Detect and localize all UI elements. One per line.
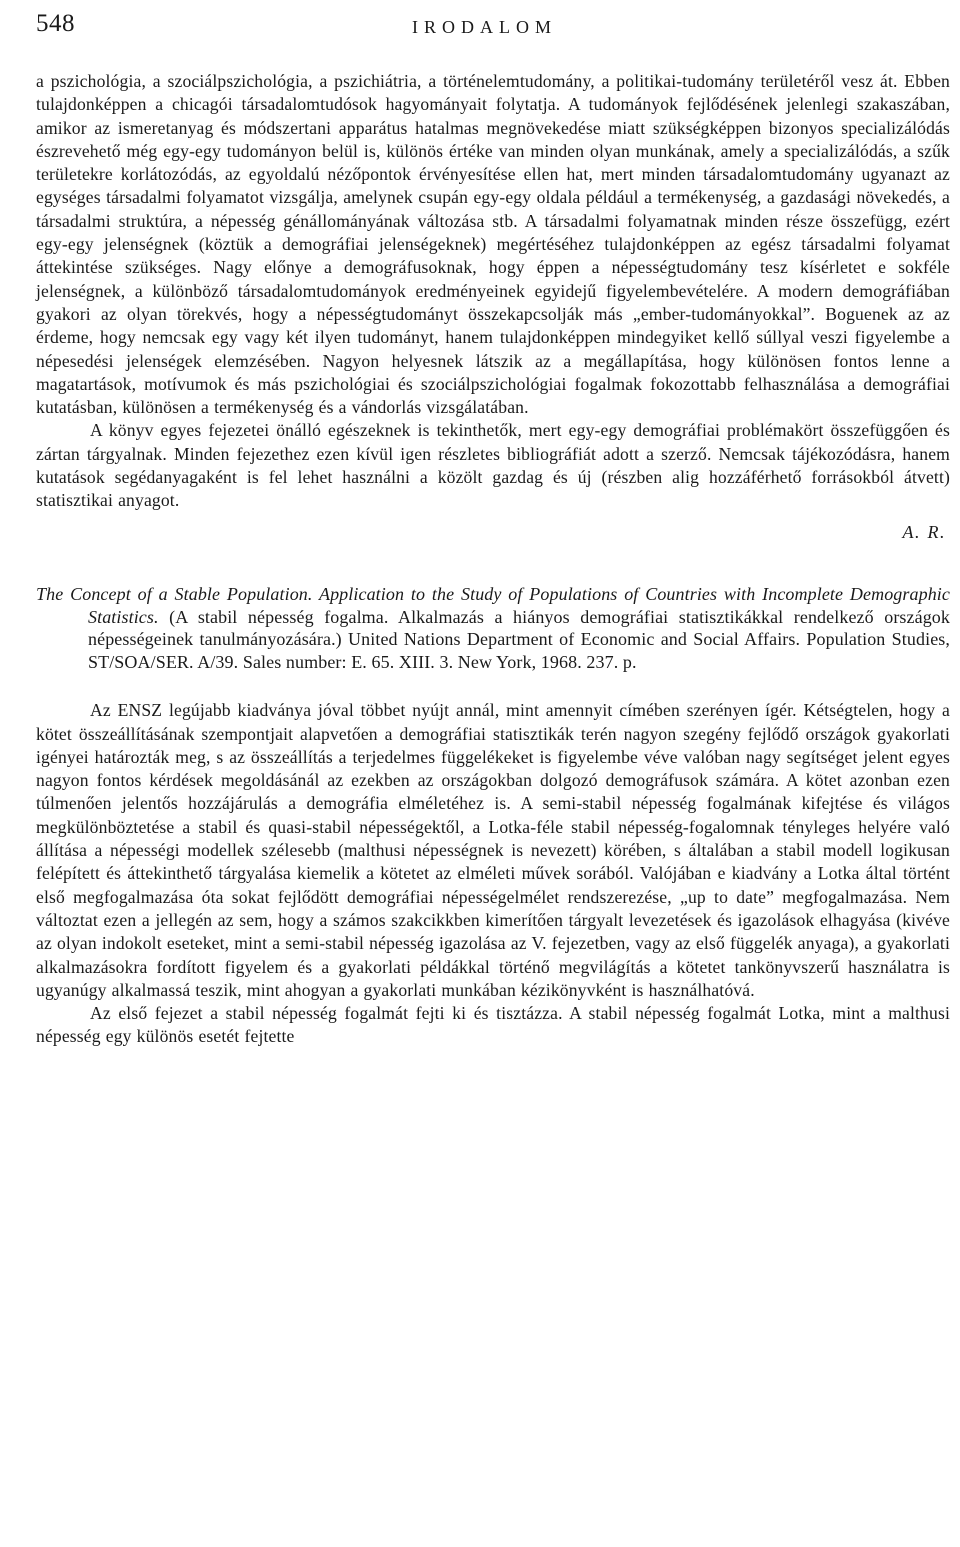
book-title: The Concept of a Stable Population. Application to the Study of Populations of Countries with Incomplete Demographic Statistics. <box>36 583 950 627</box>
book-citation <box>36 583 950 675</box>
paragraph: Az első fejezet a stabil népesség fogalmát fejti ki és tisztázza. A stabil népesség fogalmát Lotka, mint a malthusi népesség egy különös esetét fejtette <box>36 1003 950 1047</box>
page-number: 548 <box>36 10 75 37</box>
page-header <box>36 0 950 70</box>
paragraph: A könyv egyes fejezetei önálló egészeknek is tekinthetők, mert egy-egy demográfiai problémakört összefüggően és zártan tárgyalnak. Minden fejezethez ezen kívül igen részletes bibliográfiát adott a szerző. Nemcsak tájékozódásra, hanem kutatások segédanyagaként is fel lehet használni a közölt gazdag és új (részben alig hozzáférhető forrásokból átvett) statisztikai anyagot. <box>36 420 950 511</box>
reviewer-signature: A. R. <box>902 521 946 542</box>
paragraph: a pszichológia, a szociálpszichológia, a pszichiátria, a történelemtudomány, a politikai-tudomány területéről vesz át. Ebben tulajdonképpen a chicagói társadalomtudósok hagyományait folytatja. A tudományok fejlődésének jelenlegi szakaszában, amikor az ismeretanyag és módszertani apparátus hatalmas megnövekedése miatt szükségképpen bizonyos specializálódás észrevehető még egy-egy tudományon belül is, különös értéke van minden olyan munkának, amely a specializálódás, a szűk területekre korlátozódás, az egyoldalú nézőpontok érvényesítése ellen hat, mert minden társadalomtudomány ugyanazt az egységes társadalmi folyamatot vizsgálja, amelynek csupán egy-egy oldala például a termékenység, a gazdasági növekedés, a társadalmi struktúra, a népesség génállományának változása stb. A társadalmi folyamatnak minden része összefügg, ezért egy-egy jelenségnek (köztük a demográfiai jelenségeknek) megértéséhez tulajdonképpen az egész társadalmi folyamat áttekintése szükséges. Nagy előnye a demográfusoknak, hogy éppen a népességtudomány tesz kísérletet e sokféle jelenségnek, a különböző társadalomtudományok eredményeinek egyidejű figyelembevételére. A modern demográfiában gyakori az olyan törekvés, hogy a népességtudományt összekapcsolják más „ember-tudományokkal”. Boguenek az az érdeme, hogy nemcsak egy vagy két ilyen tudományt, hanem tulajdonképpen mindegyiket kellő súllyal veszi figyelembe a népesedési jelenségek elemzésében. Nagyon helyesnek látszik az a megállapítása, hogy különösen fontos lenne a magatartások, motívumok és más pszichológiai és szociálpszichológiai fogalmak fokozottabb felhasználása a demográfiai kutatásban, különösen a termékenység és a vándorlás vizsgálatában. <box>36 71 950 418</box>
review-continuation <box>36 70 950 547</box>
running-head: IRODALOM <box>412 17 557 37</box>
paragraph: Az ENSZ legújabb kiadványa jóval többet nyújt annál, mint amennyit címében szerényen ígér. Kétségtelen, hogy a kötet összeállításának szempontjait alapvetően a demográfiai statisztikák terén nagyon szegény fejlődő országok gyakorlati igényei határozták meg, s az összeállítás a terjedelmes függelékeket is figyelembe véve valóban nagy segítséget jelent egyes nagyon fontos kérdések megoldásánál az ezekben az országokban dolgozó demográfusok számára. A kötet azonban ezen túlmenően jelentős hozzájárulás a demográfia elméletéhez is. A semi-stabil népesség fogalmának kifejtése és világos megkülönböztetése a stabil és quasi-stabil népességektől, a Lotka-féle stabil népesség-fogalomnak tényleges helyére való állítása a népességi modellek szélesebb (malthusi népességnek is nevezett) körében, s általában a stabil modell logikusan felépített és áttekinthető tárgyalása kiemelik a kötetet az elméleti művek sorából. Valójában e kiadvány a Lotka által történt első megfogalmazása óta sokat fejlődött demográfiai népességelmélet rendszerezése, „up to date” megfogalmazása. Nem változtat ezen a jellegén az sem, hogy a számos szakcikkben kimerítően tárgyalt levezetések és igazolások elhagyása (kivéve az olyan indokolt eseteket, mint a semi-stabil népesség igazolása az V. fejezetben, vagy az első függelék anyaga), a gyakorlati alkalmazásokra fordított figyelem és a gyakorlati példákkal történő megvilágítás a kötetet tankönyvszerű használatra is ugyanúgy alkalmassá teszik, mint ahogyan a gyakorlati munkában kézikönyvként is használhatóvá. <box>36 700 950 1000</box>
book-details: (A stabil népesség fogalma. Alkalmazás a hiányos demográfiai statisztikákkal rendelkező országok népességeinek tanulmányozására.) United Nations Department of Economic and Social Affairs. Population Studies, ST/SOA/SER. A/39. Sales number: E. 65. XIII. 3. New York, 1968. 237. p. <box>88 606 950 673</box>
document-page <box>36 0 950 1049</box>
review-body <box>36 699 950 1048</box>
